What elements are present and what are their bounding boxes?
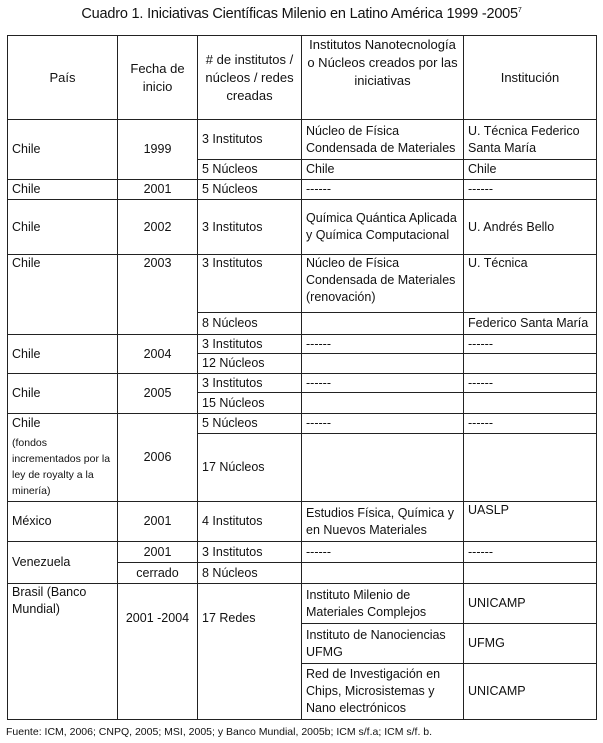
table-row: [8, 502, 597, 542]
table-row: [8, 374, 597, 393]
cell-institucion: ------: [464, 335, 597, 354]
header-nano: Institutos Nanotecnología o Núcleos creados por las iniciativas: [302, 36, 464, 120]
cell-fecha: 2001: [118, 542, 198, 563]
cell-institutos: 3 Institutos: [198, 120, 302, 160]
cell-fecha: 2006: [118, 414, 198, 502]
cell-nano: Red de Investigación en Chips, Microsistemas y Nano electrónicos: [302, 664, 464, 720]
cell-institucion: UNICAMP: [464, 584, 597, 624]
cell-pais: México: [8, 502, 118, 542]
cell-fecha: 2004: [118, 335, 198, 374]
table-row: [8, 414, 597, 434]
cell-institutos: 5 Núcleos: [198, 414, 302, 434]
cell-pais: Chile: [8, 120, 118, 180]
cell-nano: ------: [302, 542, 464, 563]
cell-nano: Chile: [302, 160, 464, 180]
cell-institucion: ------: [464, 542, 597, 563]
table-row: [8, 584, 597, 624]
cell-nano: [302, 393, 464, 414]
cell-nano: ------: [302, 414, 464, 434]
initiatives-table: [7, 35, 597, 720]
cell-fecha: 2001 -2004: [118, 584, 198, 720]
cell-institucion: [464, 563, 597, 584]
table-row: [8, 542, 597, 563]
cell-pais: Chile: [8, 374, 118, 414]
cell-nano: [302, 434, 464, 502]
header-fecha: Fecha de inicio: [118, 36, 198, 120]
cell-fecha: 2001: [118, 180, 198, 200]
cell-pais: Chile: [8, 414, 118, 434]
cell-nano: Química Quántica Aplicada y Química Computacional: [302, 200, 464, 255]
cell-institucion: UNICAMP: [464, 664, 597, 720]
cell-fecha: cerrado: [118, 563, 198, 584]
cell-institucion: Chile: [464, 160, 597, 180]
cell-institucion: UASLP: [464, 502, 597, 542]
table-row: [8, 200, 597, 255]
cell-nano: ------: [302, 180, 464, 200]
cell-institutos: 3 Institutos: [198, 542, 302, 563]
cell-nano: ------: [302, 335, 464, 354]
cell-nano: Instituto Milenio de Materiales Complejos: [302, 584, 464, 624]
cell-nano: Instituto de Nanociencias UFMG: [302, 624, 464, 664]
cell-institucion: U. Técnica Federico Santa María: [464, 120, 597, 160]
cell-institucion: [464, 354, 597, 374]
cell-institucion: ------: [464, 414, 597, 434]
table-row: [8, 120, 597, 160]
cell-pais: Chile: [8, 200, 118, 255]
table-row: [8, 255, 597, 313]
cell-institutos: 5 Núcleos: [198, 160, 302, 180]
table-row: [8, 335, 597, 354]
table-title: Cuadro 1. Iniciativas Científicas Milenio en Latino América 1999 -2005$^7$: [81, 6, 522, 22]
header-pais: País: [8, 36, 118, 120]
title-footnote: 7: [517, 7, 522, 15]
cell-institucion: U. Andrés Bello: [464, 200, 597, 255]
cell-nano: ------: [302, 374, 464, 393]
header-institutos: # de institutos / núcleos / redes creadas: [198, 36, 302, 120]
table-row: [8, 180, 597, 200]
cell-institutos: 12 Núcleos: [198, 354, 302, 374]
cell-pais: Chile: [8, 255, 118, 335]
cell-institutos: 15 Núcleos: [198, 393, 302, 414]
cell-nano: Núcleo de Física Condensada de Materiales: [302, 120, 464, 160]
cell-pais: Venezuela: [8, 542, 118, 584]
cell-institutos: 17 Redes: [198, 584, 302, 720]
cell-nano: [302, 354, 464, 374]
cell-pais: Chile: [8, 335, 118, 374]
cell-nano: Estudios Física, Química y en Nuevos Materiales: [302, 502, 464, 542]
table-row: [8, 434, 597, 502]
cell-fecha: 1999: [118, 120, 198, 180]
cell-fecha: 2003: [118, 255, 198, 335]
cell-pais: Chile: [8, 180, 118, 200]
cell-institucion: ------: [464, 180, 597, 200]
cell-institutos: 3 Institutos: [198, 374, 302, 393]
header-row: [8, 36, 597, 120]
cell-institutos: 8 Núcleos: [198, 313, 302, 335]
table-source-footer: Fuente: ICM, 2006; CNPQ, 2005; MSI, 2005; y Banco Mundial, 2005b; ICM s/f.a; ICM s/f. b.: [6, 726, 433, 738]
cell-institutos: 8 Núcleos: [198, 563, 302, 584]
cell-institutos: 3 Institutos: [198, 335, 302, 354]
cell-institucion: UFMG: [464, 624, 597, 664]
cell-pais-note: (fondos incrementados por la ley de royalty a la minería): [8, 434, 118, 502]
cell-institutos: 3 Institutos: [198, 255, 302, 313]
cell-institucion: ------: [464, 374, 597, 393]
cell-institucion: U. Técnica: [464, 255, 597, 313]
cell-institutos: 3 Institutos: [198, 200, 302, 255]
cell-institutos: 4 Institutos: [198, 502, 302, 542]
cell-nano: Núcleo de Física Condensada de Materiales (renovación): [302, 255, 464, 313]
cell-institucion: [464, 393, 597, 414]
cell-nano: [302, 313, 464, 335]
cell-nano: [302, 563, 464, 584]
cell-fecha: 2005: [118, 374, 198, 414]
cell-institutos: 5 Núcleos: [198, 180, 302, 200]
header-institucion: Institución: [464, 36, 597, 120]
cell-fecha: 2001: [118, 502, 198, 542]
cell-institucion: [464, 434, 597, 502]
cell-institutos: 17 Núcleos: [198, 434, 302, 502]
cell-institucion: Federico Santa María: [464, 313, 597, 335]
cell-pais: Brasil (Banco Mundial): [8, 584, 118, 720]
cell-fecha: 2002: [118, 200, 198, 255]
